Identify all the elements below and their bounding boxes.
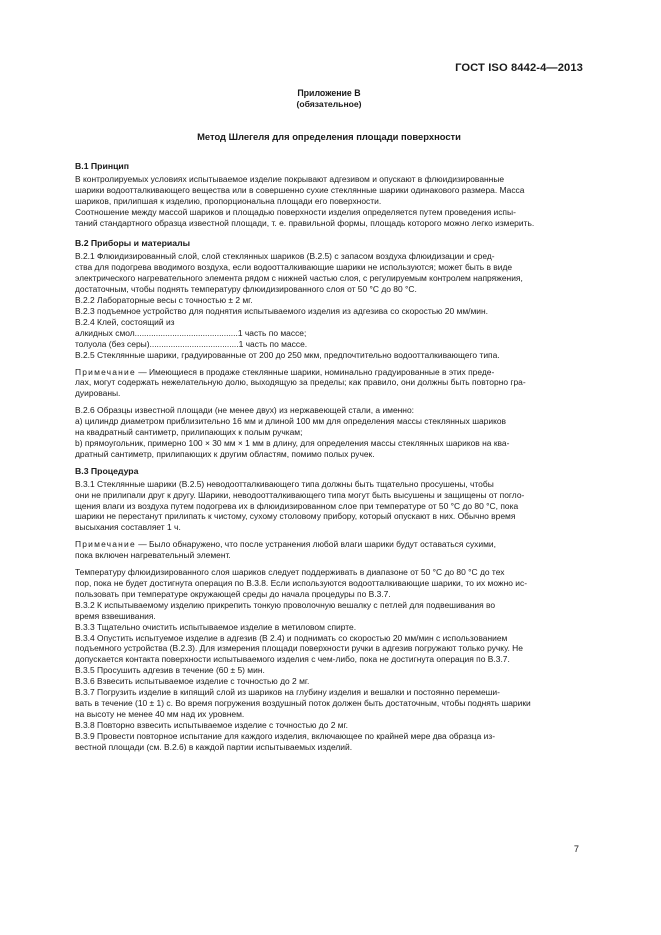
text-line: пользовать при температуре окружающей среды до начала процедуры по В.3.7. <box>75 588 391 599</box>
section-b2-body <box>75 251 583 459</box>
text-line: щения влаги из воздуха путем подогрева их в флюидизированном слое при температуре от 50 °С до 80 °С, пока <box>75 500 519 511</box>
text-line: высыхания составляет 1 ч. <box>75 522 181 533</box>
text-line: на квадратный сантиметр, прилипающих к полым ручкам; <box>75 427 303 438</box>
note-block <box>75 367 583 400</box>
text-line: подъемного устройства (В.2.3). Для измерения площади поверхности ручки в адгезив погружают только ручку. Не <box>75 643 523 654</box>
text-line: Температуру флюидизированного слоя шариков следует поддерживать в диапазоне от 50 °С до 80 °С до тех <box>75 567 505 578</box>
text-line: В.3.4 Опустить испытуемое изделие в адгезив (В 2.4) и поднимать со скоростью 20 мм/мин с использованием <box>75 632 508 643</box>
text-line: пока включен нагревательный элемент. <box>75 550 231 561</box>
text-line: В контролируемых условиях испытываемое изделие покрывают адгезивом и опускают в флюидизированные <box>75 173 505 184</box>
text-line: В.3.7 Погрузить изделие в кипящий слой из шариков на глубину изделия и вешалки и постоянно перемеши- <box>75 687 500 698</box>
text-line: В.3.1 Стеклянные шарики (В.2.5) неводоотталкивающего типа должны быть тщательно просушены, чтобы <box>75 478 494 489</box>
text-line: пор, пока не будет достигнута операция по В.3.8. Если используются водоотталкивающие шарики, то их можно ис- <box>75 578 528 588</box>
text-line: В.2.4 Клей, состоящий из <box>75 316 175 327</box>
note-label: Примечание <box>75 539 136 550</box>
page-number: 7 <box>573 844 579 854</box>
text-line <box>75 367 583 378</box>
section-heading-b2: В.2 Приборы и материалы <box>75 238 191 249</box>
page-content <box>75 88 583 753</box>
section-b3-body <box>75 479 583 753</box>
section-heading-b1: В.1 Принцип <box>75 160 129 171</box>
text-line: таний стандартного образца известной площади, т. е. правильной формы, площадь которого можно легко измерить. <box>75 217 535 228</box>
appendix-title: Приложение В <box>297 88 361 98</box>
text-line: В.3.6 Взвесить испытываемое изделие с точностью до 2 мг. <box>75 676 310 687</box>
text-line: В.2.3 подъемное устройство для поднятия испытываемого изделия из адгезива со скоростью 20 мм/мин. <box>75 305 488 316</box>
text-line: В.2.6 Образцы известной площади (не менее двух) из нержавеющей стали, а именно: <box>75 405 415 416</box>
text-line: электрического нагревательного элемента рядом с нижней частью слоя, с регулируемым контролем напряжения, <box>75 273 523 284</box>
text-line: В.3.5 Просушить адгезив в течение (60 ± 5) мин. <box>75 665 265 676</box>
text-line: дуированы. <box>75 388 121 399</box>
text-line: они не прилипали друг к другу. Шарики, неводоотталкивающего типа могут быть высушены и защищены от погло- <box>75 489 525 500</box>
text-line: ства для подогрева вводимого воздуха, если водоотталкивающие шарики не используются; может быть в виде <box>75 262 513 273</box>
text-line: допускается контакта поверхности испытываемого изделия с чем-либо, пока не достигнута операция по В.3.7. <box>75 654 510 665</box>
text-line: лах, могут содержать нежелательную долю, выходящую за пределы; как правило, они должны быть повторно гра- <box>75 377 526 388</box>
text-line: В.2.5 Стеклянные шарики, градуированные от 200 до 250 мкм, предпочтительно водоотталкивающего типа. <box>75 349 500 360</box>
text-line: дратный сантиметр, прилипающих к другим областям, помимо полых ручек. <box>75 448 375 459</box>
appendix-subtitle: (обязательное) <box>296 99 362 109</box>
section-heading-b3: В.3 Процедура <box>75 465 139 476</box>
text-line: шарики не перестанут прилипать к чистому, сухому столовому прибору, который опускают в них. Обычно время <box>75 511 516 522</box>
note-text: — Было обнаружено, что после устранения любой влаги шарики будут оставаться сухими, <box>135 539 496 550</box>
note-text: — Имеющиеся в продаже стеклянные шарики, номинально градуированные в этих преде- <box>135 366 495 377</box>
text-line: вать в течение (10 ± 1) с. Во время погружения воздушный поток должен быть достаточным, чтобы поднять шарики <box>75 697 531 708</box>
text-line: В.2.1 Флюидизированный слой, слой стеклянных шариков (В.2.5) с запасом воздуха флюидизации и сред- <box>75 251 495 262</box>
section-b1-body <box>75 174 583 229</box>
text-line: достаточным, чтобы поднять температуру флюидизированного слоя от 50 °С до 80 °С. <box>75 284 417 295</box>
note-block <box>75 539 583 561</box>
text-line: В.3.9 Провести повторное испытание для каждого изделия, включающее по крайней мере два образца из- <box>75 730 496 741</box>
text-line: b) прямоугольник, примерно 100 × 30 мм × 1 мм в длину, для определения массы стеклянных шариков на ква- <box>75 437 510 448</box>
text-line: на высоту не менее 40 мм над их уровнем. <box>75 708 245 719</box>
text-line: В.2.2 Лабораторные весы с точностью ± 2 мг. <box>75 295 253 306</box>
text-line: вестной площади (см. В.2.6) в каждой партии испытываемых изделий. <box>75 741 353 752</box>
text-line: шариков, прилипшая к изделию, пропорциональна площади его поверхности. <box>75 195 382 206</box>
text-line: Соотношение между массой шариков и площадью поверхности изделия определяется путем проведения испы- <box>75 206 516 217</box>
text-line: время взвешивания. <box>75 610 156 621</box>
text-line: толуола (без серы)......................................1 часть по массе. <box>75 338 308 349</box>
text-line: В.3.3 Тщательно очистить испытываемое изделие в метиловом спирте. <box>75 621 357 632</box>
text-line: а) цилиндр диаметром приблизительно 16 мм и длиной 100 мм для определения массы стеклянных шариков <box>75 416 507 427</box>
document-title: Метод Шлегеля для определения площади поверхности <box>197 131 461 142</box>
note-label: Примечание <box>75 366 136 377</box>
text-line: шарики водоотталкивающего вещества или в совершенно сухие стеклянные шарики одинакового размера. Масса <box>75 184 525 195</box>
text-line: В.3.2 К испытываемому изделию прикрепить тонкую проволочную вешалку с петлей для подвешивания во <box>75 599 496 610</box>
document-code: ГОСТ ISO 8442-4—2013 <box>455 62 583 74</box>
text-line <box>75 539 583 550</box>
text-line: В.3.8 Повторно взвесить испытываемое изделие с точностью до 2 мг. <box>75 719 348 730</box>
text-line: алкидных смол............................................1 часть по массе; <box>75 327 307 338</box>
